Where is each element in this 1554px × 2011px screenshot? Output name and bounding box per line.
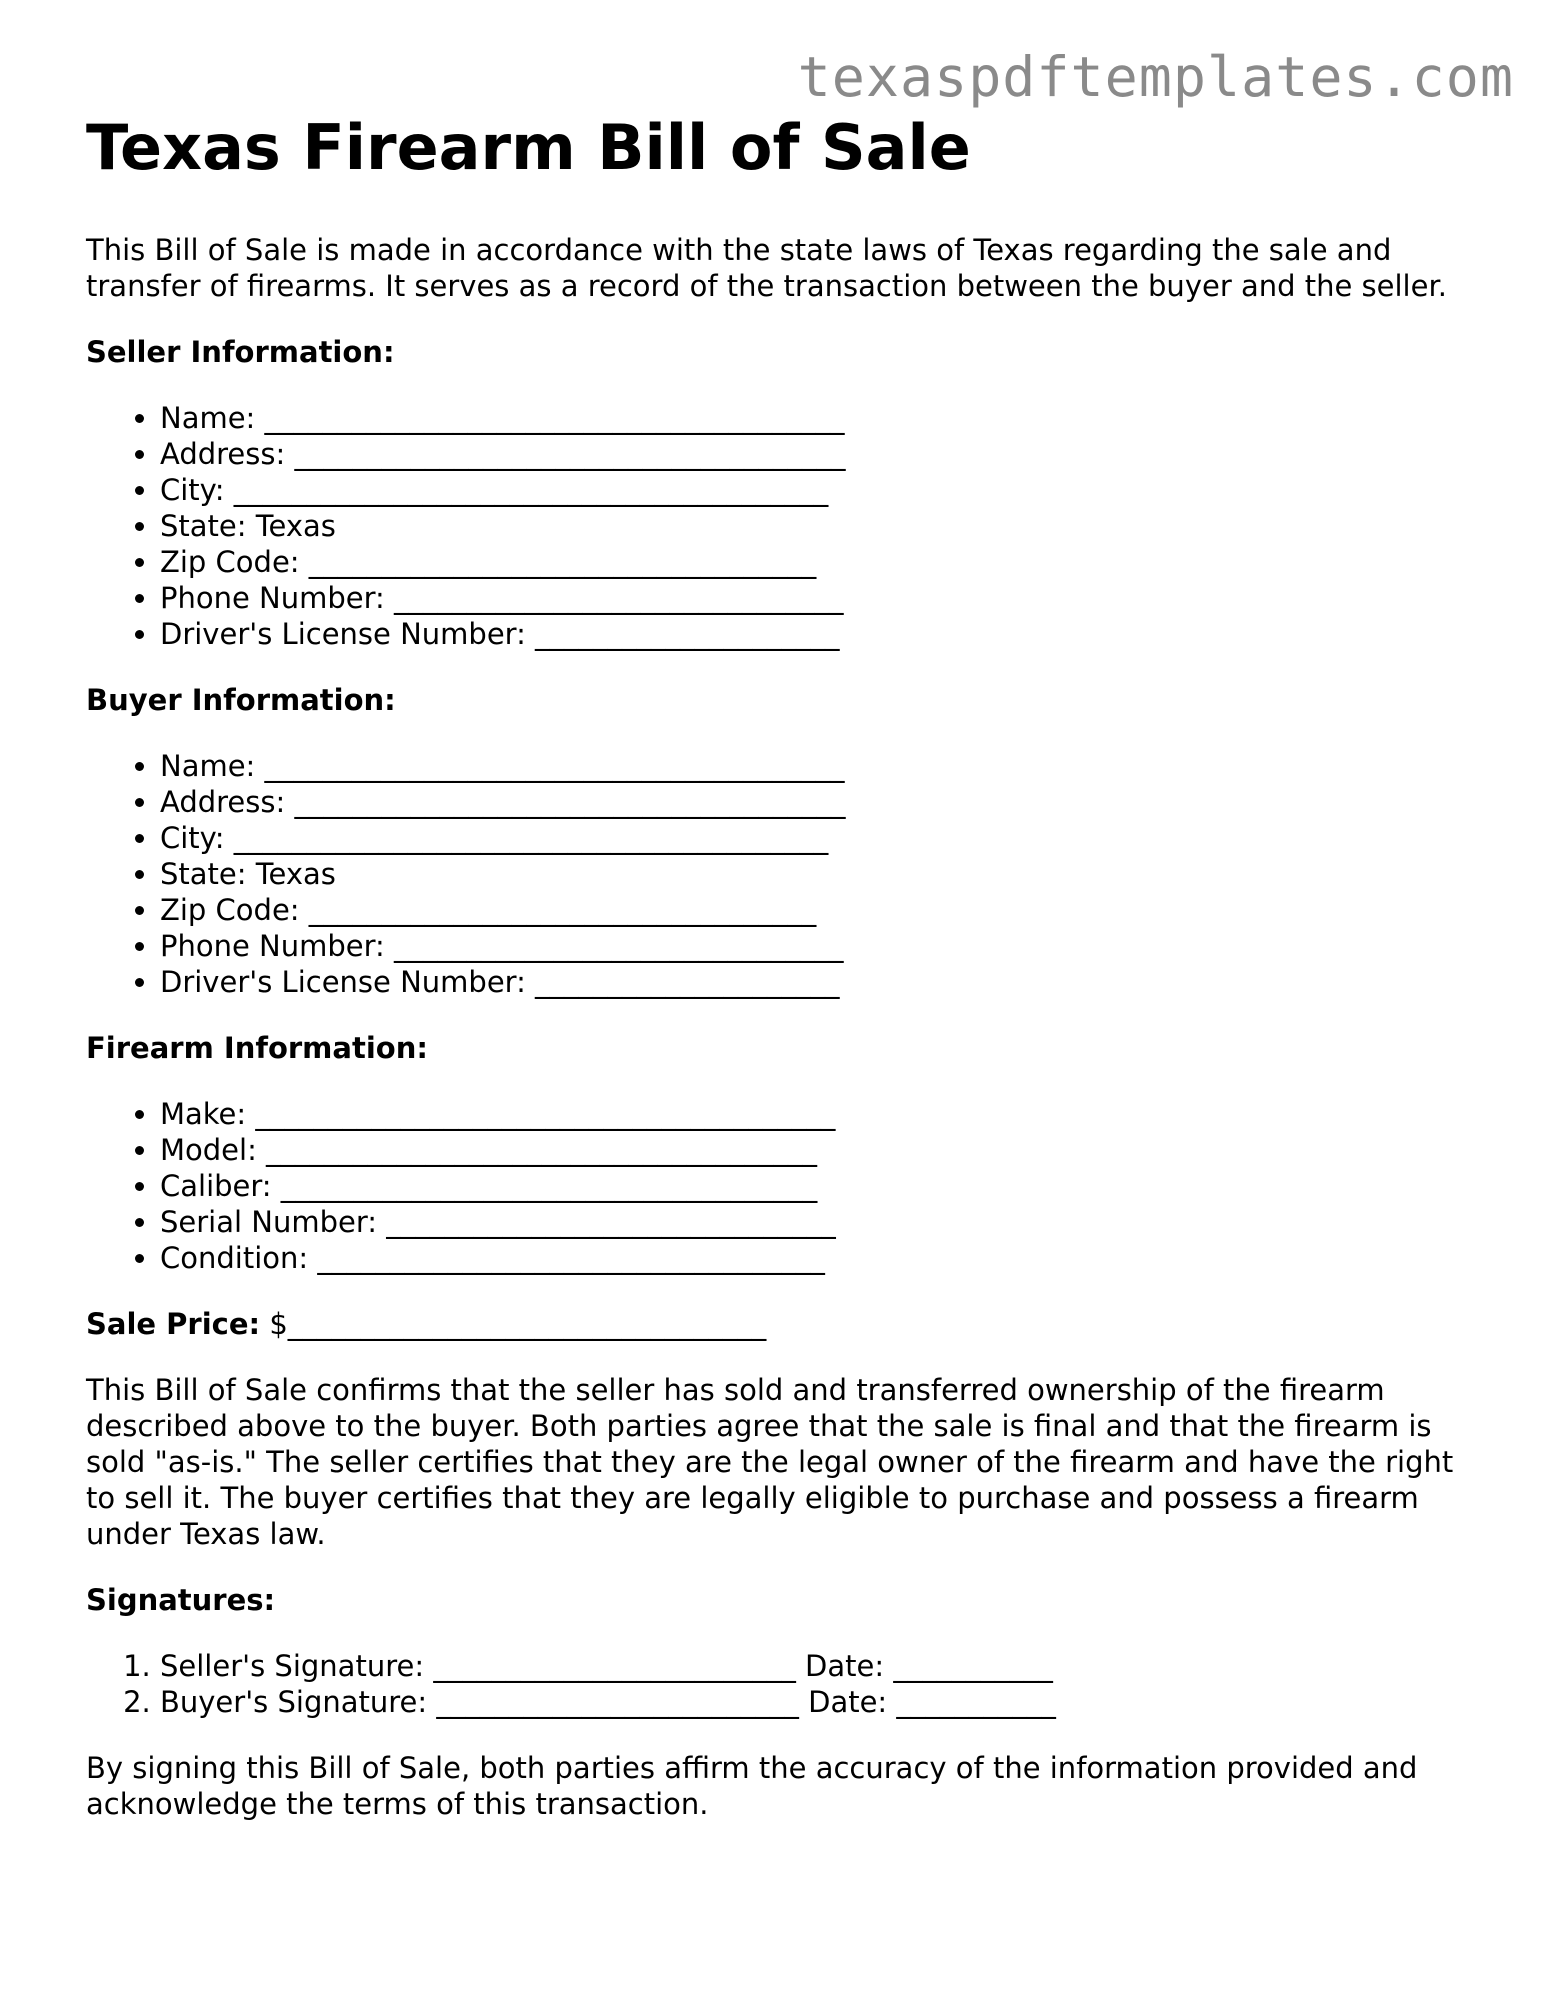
seller-signature-line: 1. Seller's Signature: _________________________ Date: ___________: [160, 1648, 1486, 1684]
buyer-state-field: • State: Texas: [160, 856, 1486, 892]
seller-heading: Seller Information:: [86, 335, 395, 369]
sale-price-value: $_________________________________: [269, 1307, 767, 1341]
buyer-signature-line: 2. Buyer's Signature: _________________________ Date: ___________: [160, 1684, 1486, 1720]
sale-price-label: Sale Price:: [86, 1307, 261, 1341]
buyer-heading: Buyer Information:: [86, 683, 396, 717]
seller-fields-list: [86, 400, 1486, 652]
seller-license-field: • Driver's License Number: _____________________: [160, 616, 1486, 652]
seller-state-field: • State: Texas: [160, 508, 1486, 544]
firearm-model-field: • Model: ______________________________________: [160, 1132, 1486, 1168]
confirmation-paragraph: This Bill of Sale confirms that the seller has sold and transferred ownership of the firearm described above to the buyer. Both parties agree that the sale is final and that the firearm is sold "as-is." The seller certifies that they are the legal owner of the firearm and have the right to sell it. The buyer certifies that they are legally eligible to purchase and possess a firearm under Texas law.: [86, 1373, 1454, 1551]
firearm-caliber-field: • Caliber: _____________________________________: [160, 1168, 1486, 1204]
seller-city-field: • City: _________________________________________: [160, 472, 1486, 508]
firearm-heading: Firearm Information:: [86, 1031, 428, 1065]
seller-phone-field: • Phone Number: _______________________________: [160, 580, 1486, 616]
firearm-condition-field: • Condition: ___________________________________: [160, 1240, 1486, 1276]
firearm-make-field: • Make: ________________________________________: [160, 1096, 1486, 1132]
closing-paragraph: By signing this Bill of Sale, both parties affirm the accuracy of the information provided and acknowledge the terms of this transaction.: [86, 1751, 1418, 1821]
signatures-heading: Signatures:: [86, 1583, 276, 1617]
seller-zip-field: • Zip Code: ___________________________________: [160, 544, 1486, 580]
seller-address-field: • Address: ______________________________________: [160, 436, 1486, 472]
buyer-address-field: • Address: ______________________________________: [160, 784, 1486, 820]
firearm-fields-list: [86, 1096, 1486, 1276]
buyer-name-field: • Name: ________________________________________: [160, 748, 1486, 784]
firearm-serial-field: • Serial Number: _______________________________: [160, 1204, 1486, 1240]
watermark: texaspdftemplates.com: [797, 45, 1514, 109]
intro-paragraph: This Bill of Sale is made in accordance with the state laws of Texas regarding the sale and transfer of firearms. It serves as a record of the transaction between the buyer and the seller.: [86, 233, 1447, 303]
document-page: [86, 110, 1486, 1822]
buyer-city-field: • City: _________________________________________: [160, 820, 1486, 856]
buyer-fields-list: [86, 748, 1486, 1000]
seller-name-field: • Name: ________________________________________: [160, 400, 1486, 436]
buyer-zip-field: • Zip Code: ___________________________________: [160, 892, 1486, 928]
buyer-license-field: • Driver's License Number: _____________________: [160, 964, 1486, 1000]
page-title: Texas Firearm Bill of Sale: [86, 111, 971, 184]
buyer-phone-field: • Phone Number: _______________________________: [160, 928, 1486, 964]
sale-price-line: [86, 1306, 1486, 1342]
signatures-list: [86, 1648, 1486, 1720]
